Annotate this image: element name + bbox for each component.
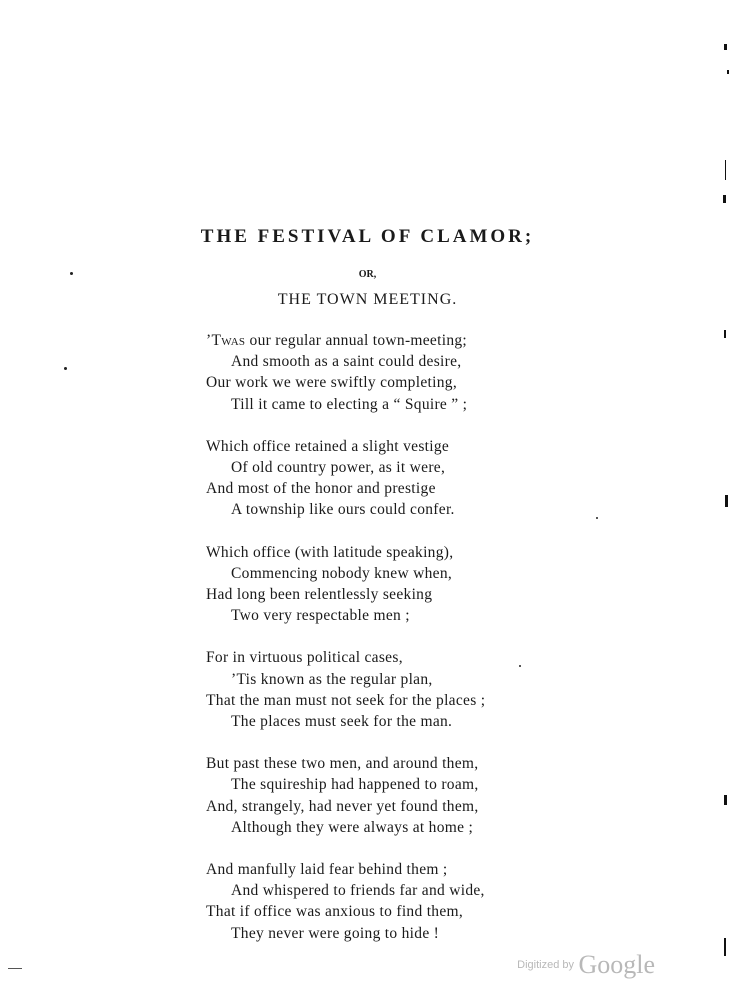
poem-line: Although they were always at home ;: [231, 818, 474, 836]
poem-line: That the man must not seek for the places ;: [206, 691, 486, 709]
scan-edge-mark: [724, 795, 727, 805]
poem-line: And most of the honor and prestige: [206, 480, 436, 498]
poem-body: [206, 330, 626, 965]
title-conjunction: OR,: [358, 269, 377, 280]
poem-line: The places must seek for the man.: [231, 713, 453, 731]
margin-rule: [8, 968, 22, 969]
scan-speck: [70, 272, 73, 275]
poem-line: And smooth as a saint could desire,: [231, 353, 462, 371]
stanza: [206, 330, 626, 415]
scan-edge-mark: [724, 44, 727, 50]
scan-speck: [64, 367, 67, 370]
poem-line: And whispered to friends far and wide,: [231, 882, 485, 900]
poem-line: Our work we were swiftly completing,: [206, 374, 457, 392]
poem-line: [206, 330, 626, 351]
poem-line: Two very respectable men ;: [231, 607, 410, 625]
poem-line: They never were going to hide !: [231, 924, 440, 942]
scan-speck: [596, 517, 598, 519]
poem-line: Till it came to electing a “ Squire ” ;: [231, 395, 468, 413]
stanza: [206, 859, 626, 944]
scan-edge-mark: [724, 938, 726, 956]
digitized-watermark: [517, 950, 655, 980]
poem-line: And, strangely, had never yet found them,: [206, 797, 479, 815]
digitized-by-text: Digitized by: [517, 959, 574, 971]
poem-line: Of old country power, as it were,: [231, 459, 446, 477]
poem-line: And manfully laid fear behind them ;: [206, 861, 448, 879]
scan-edge-mark: [724, 330, 726, 338]
poem-line-text: our regular annual town-meeting;: [249, 332, 468, 349]
scan-speck: [519, 665, 521, 667]
google-logo: Google: [578, 950, 655, 979]
poem-line: That if office was anxious to find them,: [206, 903, 464, 921]
stanza: [206, 436, 626, 521]
poem-line: Which office retained a slight vestige: [206, 437, 450, 455]
poem-subtitle: THE TOWN MEETING.: [277, 291, 458, 308]
scan-edge-mark: [723, 195, 726, 203]
stanza: [206, 647, 626, 732]
scan-edge-mark: [725, 495, 728, 507]
poem-line: Which office (with latitude speaking),: [206, 543, 454, 561]
poem-title: THE FESTIVAL OF CLAMOR;: [200, 226, 535, 247]
stanza: [206, 542, 626, 627]
poem-line: For in virtuous political cases,: [206, 649, 403, 667]
first-word: ’Twas: [206, 332, 246, 349]
scan-edge-mark: [725, 160, 726, 180]
poem-line: But past these two men, and around them,: [206, 755, 479, 773]
poem-line: Had long been relentlessly seeking: [206, 586, 433, 604]
poem-line: A township like ours could confer.: [231, 501, 455, 519]
poem-line: The squireship had happened to roam,: [231, 776, 479, 794]
stanza: [206, 753, 626, 838]
poem-line: ’Tis known as the regular plan,: [231, 670, 433, 688]
poem-line: Commencing nobody knew when,: [231, 564, 453, 582]
scan-edge-mark: [727, 70, 729, 74]
